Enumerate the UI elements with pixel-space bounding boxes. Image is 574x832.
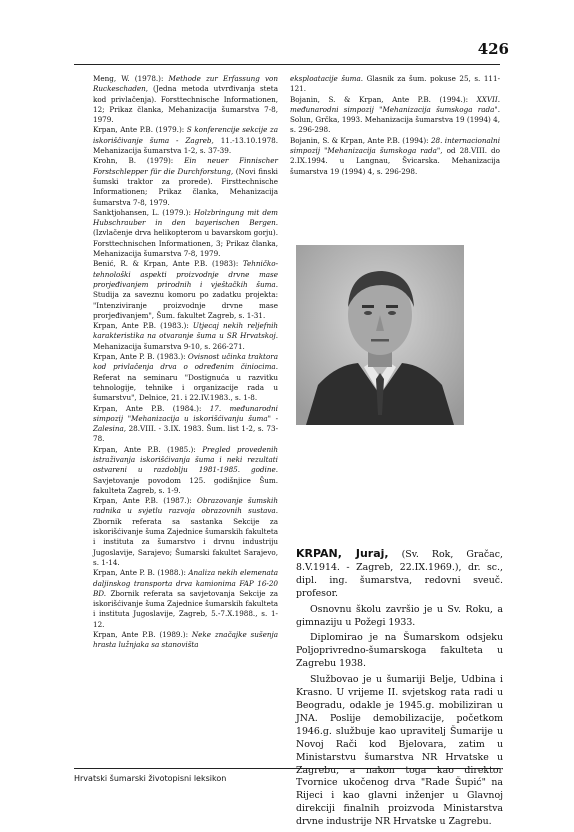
bibliography-entry: Benić, R. & Krpan, Ante P.B. (1983): Tehničko-tehnološki aspekti proizvodnje drvne mase prorjeđivanjem prirodnih i vještačkih šuma. Studija za saveznu komoru po zadatku projekta: "Intenziviranje proizvodnje drvne mase prorjeđivanjem", Šum. fakultet Zagreb, s. 1-31. (93, 259, 278, 320)
bibliography-entry: Krpan, Ante P. B. (1983.): Ovisnost učinka traktora kod privlačenja drva o određenim činiocima. Referat na seminaru "Dostignuća u razvitku tehnologije, tehnike i organizacije rada u šumarstvu", Delnice, 21. i 22.IV.1983., s. 1-8. (93, 352, 278, 403)
bibliography-entry: Bojanin, S. & Krpan, Ante P.B. (1994): 28. internacionalni simpozij "Mehanizacija šumskoga rada", od 28.VIII. do 2.IX.1994. u Langnau, Švicarska. Mehanizacija šumarstva 19 (1994) 4, s. 296-298. (290, 135, 500, 176)
bibliography-entry: eksploatacije šuma. Glasnik za šum. pokuse 25, s. 111-121. (290, 74, 501, 94)
bibliography-entry: Krpan, Ante P.B. (1989.): Neke značajke sušenja hrasta lužnjaka sa stanovišta (93, 630, 278, 650)
portrait-photo (296, 245, 464, 425)
bio-paragraph: Osnovnu školu završio je u Sv. Roku, a gimnaziju u Požegi 1933. (296, 603, 503, 628)
bibliography-entry: Krpan, Ante P.B. (1987.): Obrazovanje šumskih radnika u svjetlu razvoja obrazovnih sustava. Zbornik referata sa sastanka Sekcije za iskorišćivanje šuma Zajednice šumarskih fakulteta i instituta za šumarstvo i drvnu industriju Jugoslavije, Sarajevo; Šumarski fakultet Sarajevo, s. 1-14. (93, 496, 278, 567)
bibliography-right-column (290, 74, 500, 177)
bio-heading-paragraph: KRPAN, Juraj, (Sv. Rok, Gračac, 8.V.1914. - Zagreb, 22.IX.1969.), dr. sc., dipl. ing. šumarstva, redovni sveuč. profesor. (296, 547, 503, 599)
footer-text: Hrvatski šumarski životopisni leksikon (74, 774, 227, 783)
bibliography-left-column (93, 74, 278, 651)
bibliography-entry: Krpan, Ante P.B. (1983.): Utjecaj nekih reljefnih karakteristika na otvaranje šuma u SR Hrvatskoj. Mehanizacija šumarstva 9-10, s. 266-271. (93, 321, 278, 351)
bibliography-entry: Sanktjohansen, L. (1979.): Holzbringung mit dem Hubschrauber in den bayerischen Bergen. (Izvlačenje drva helikopterom u bavarskom gorju). Forsttechnischen Informationen, 3; Prikaz članka, Mehanizacija šumarstva 7-8, 1979. (93, 207, 278, 259)
person-name: KRPAN, Juraj, (296, 547, 389, 560)
bio-paragraph: Diplomirao je na Šumarskom odsjeku Poljoprivredno-šumarskoga fakulteta u Zagrebu 1938. (296, 632, 503, 670)
page-number: 426 (477, 40, 509, 58)
header-rule (74, 64, 500, 65)
bibliography-entry: Krpan, Ante P. B. (1988.): Analiza nekih elemenata daljinskog transporta drva kamionima FAP 16-20 BD. Zbornik referata sa savjetovanja Sekcije za iskorišćivanje šuma Zajednice šumarskih fakulteta i instituta Jugoslavije, Zagreb, 5.-7.X.1988., s. 1-12. (93, 568, 278, 629)
bio-paragraph: Službovao je u šumariji Belje, Udbina i Krasno. U vrijeme II. svjetskog rata radi u Beogradu, odakle je 1945.g. mobiliziran u JNA. Poslije demobilizacije, početkom 1946.g. službuje kao upravitelj Šumarije u Novoj Rači kod Bjelovara, zatim u Ministarstvu šumarstva NR Hrvatske u Zagrebu, a nakon toga kao direktor Tvornice ukočenog drva "Rade Šupić" na Rijeci i kao glavni inženjer u Glavnoj direkciji finalnih proizvoda Ministarstva drvne industrije NR Hrvatske u Zagrebu. (296, 674, 503, 828)
bibliography-entry: Bojanin, S. & Krpan, Ante P.B. (1994.): XXVII. međunarodni simpozij "Mehanizacija šumskoga rada". Solun, Grčka, 1993. Mehanizacija šumarstva 19 (1994) 4, s. 296-298. (290, 94, 500, 135)
portrait-image (296, 245, 464, 425)
bibliography-entry: Krpan, Ante P.B. (1979.): S konferencije sekcije za iskoriščivanje šuma - Zagreb, 11.-13.10.1978. Mehanizacija šumarstva 1-2, s. 37-39. (93, 125, 278, 156)
bibliography-entry: Krohn, B. (1979): Ein neuer Finnischer Forstschlepper für die Durchforstung, (Novi finski šumski traktor za prorede). Firsttechnische Informationen; Prikaz članka, Mehanizacija šumarstva 7-8, 1979. (93, 156, 278, 207)
bibliography-entry: Krpan, Ante P.B. (1984.): 17. međunarodni simpozij "Mehanizacija u iskorišćivanju šuma" - Zalesina, 28.VIII. - 3.IX. 1983. Šum. list 1-2, s. 73-78. (93, 403, 278, 444)
bibliography-entry: Krpan, Ante P.B. (1985.): Pregled provedenih istraživanja iskorišćivanja šuma i neki rezultati ostvareni u razdoblju 1981-1985. godine. Savjetovanje povodom 125. godišnjice Šum. fakulteta Zagreb, s. 1-9. (93, 444, 279, 495)
footer-rule (74, 768, 500, 769)
biography-entry (296, 548, 503, 832)
bibliography-entry: Meng, W. (1978.): Methode zur Erfassung von Ruckeschaden, (Jedna metoda utvrđivanja steta kod privlačenja). Forsttechnische Informationen, 12; Prikaz članka, Mehanizacija šumarstva 7-8, 1979. (93, 74, 278, 125)
